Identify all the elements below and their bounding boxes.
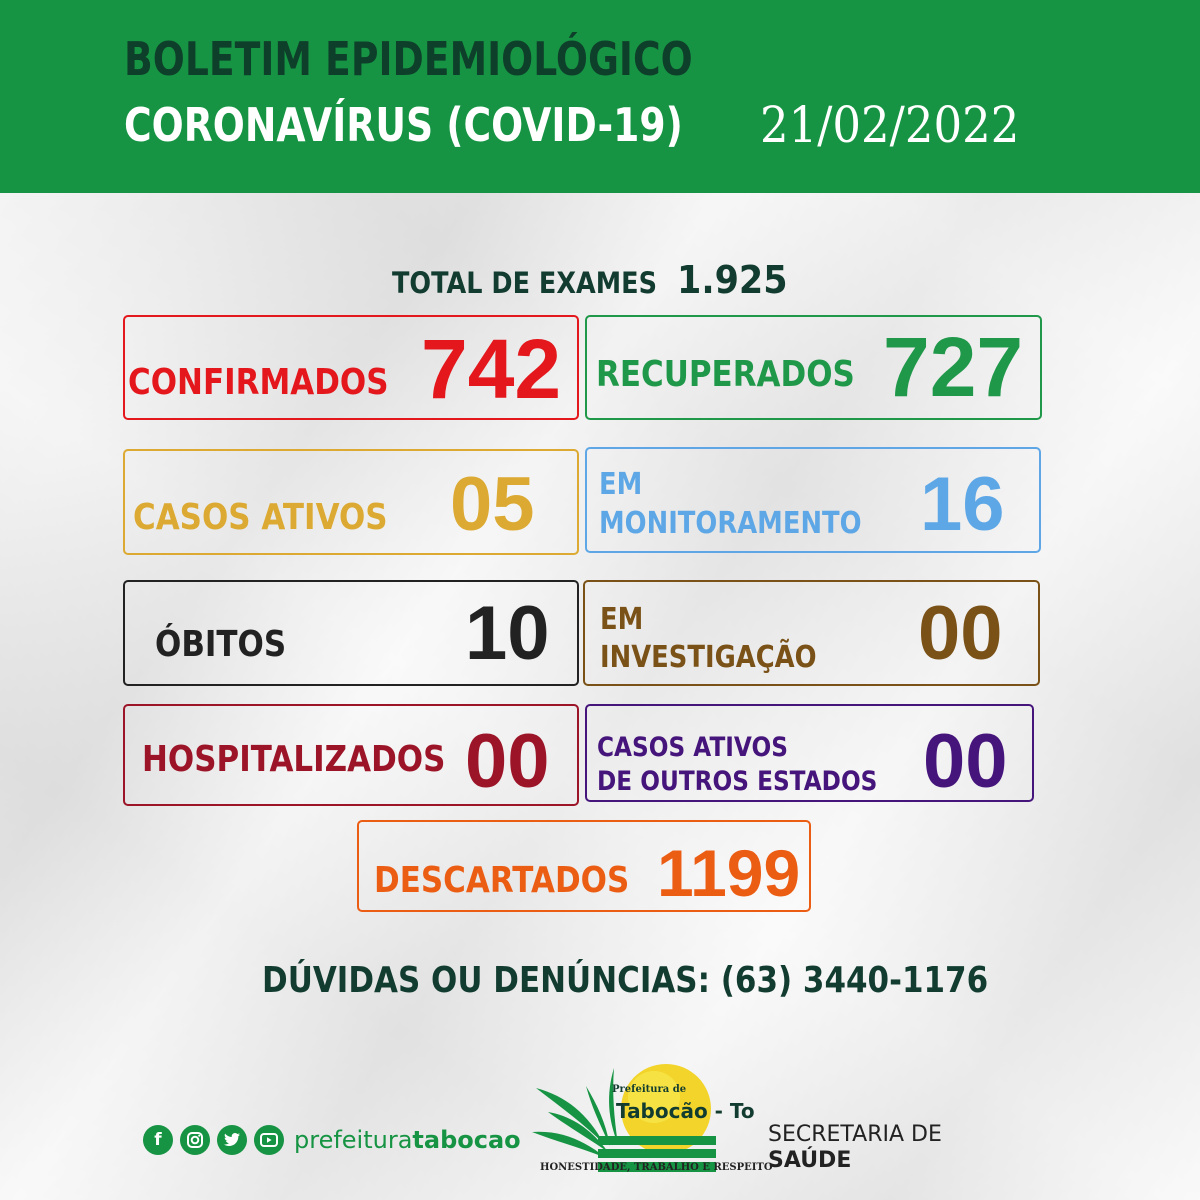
social-handle-prefix: prefeitura [294,1126,413,1154]
card-confirmados-value: 742 [421,322,562,416]
card-recuperados-label: RECUPERADOS [596,354,855,395]
card-recuperados-value: 727 [883,320,1024,414]
logo-motto: HONESTIDADE, TRABALHO E RESPEITO [540,1162,773,1173]
bulletin-subtitle: CORONAVÍRUS (COVID-19) [124,98,683,152]
twitter-icon[interactable] [217,1125,247,1155]
card-casos-ativos-label: CASOS ATIVOS [133,497,388,538]
secretaria-line2: SAÚDE [768,1148,852,1173]
card-confirmados-label: CONFIRMADOS [128,362,389,403]
secretaria-line1: SECRETARIA DE [768,1122,942,1147]
card-descartados [357,820,811,912]
card-hospitalizados-label: HOSPITALIZADOS [142,739,446,780]
total-exams-label: TOTAL DE EXAMES [392,266,658,300]
card-casos-ativos [123,449,579,555]
card-descartados-label: DESCARTADOS [374,860,630,901]
bulletin-date: 21/02/2022 [760,96,1020,154]
card-outros-estados-label-1: CASOS ATIVOS [597,732,788,763]
social-handle[interactable] [294,1126,521,1154]
facebook-icon[interactable]: f [143,1125,173,1155]
card-monitoramento-value: 16 [920,462,1005,547]
card-outros-estados-value: 00 [923,719,1008,804]
social-bar [143,1125,521,1155]
card-investigacao-value: 00 [918,591,1003,676]
bulletin-title: BOLETIM EPIDEMIOLÓGICO [124,32,693,86]
card-monitoramento [585,447,1041,553]
youtube-icon[interactable] [254,1125,284,1155]
card-outros-estados [585,704,1034,802]
card-investigacao-label-1: EM [600,602,644,637]
card-obitos-label: ÓBITOS [155,624,287,665]
card-obitos-value: 10 [465,591,550,676]
header-banner [0,0,1200,193]
card-outros-estados-label-2: DE OUTROS ESTADOS [597,766,878,797]
card-monitoramento-label-2: MONITORAMENTO [599,506,862,541]
card-hospitalizados [123,704,579,806]
card-obitos [123,580,579,686]
card-hospitalizados-value: 00 [465,719,550,804]
card-descartados-value: 1199 [657,836,801,910]
social-handle-bold: tabocao [412,1126,521,1154]
card-confirmados [123,315,579,420]
logo-top-text: Prefeitura de [612,1084,687,1095]
total-exams [392,258,797,302]
logo-name: Tabocão - To [616,1099,755,1123]
card-recuperados [585,315,1042,420]
card-casos-ativos-value: 05 [450,462,535,547]
secretaria-label [768,1122,942,1174]
instagram-icon[interactable] [180,1125,210,1155]
contact-line: DÚVIDAS OU DENÚNCIAS: (63) 3440-1176 [262,960,989,1001]
card-monitoramento-label-1: EM [599,467,643,502]
total-exams-value: 1.925 [676,258,788,302]
card-investigacao [583,580,1040,686]
card-investigacao-label-2: INVESTIGAÇÃO [600,640,817,675]
